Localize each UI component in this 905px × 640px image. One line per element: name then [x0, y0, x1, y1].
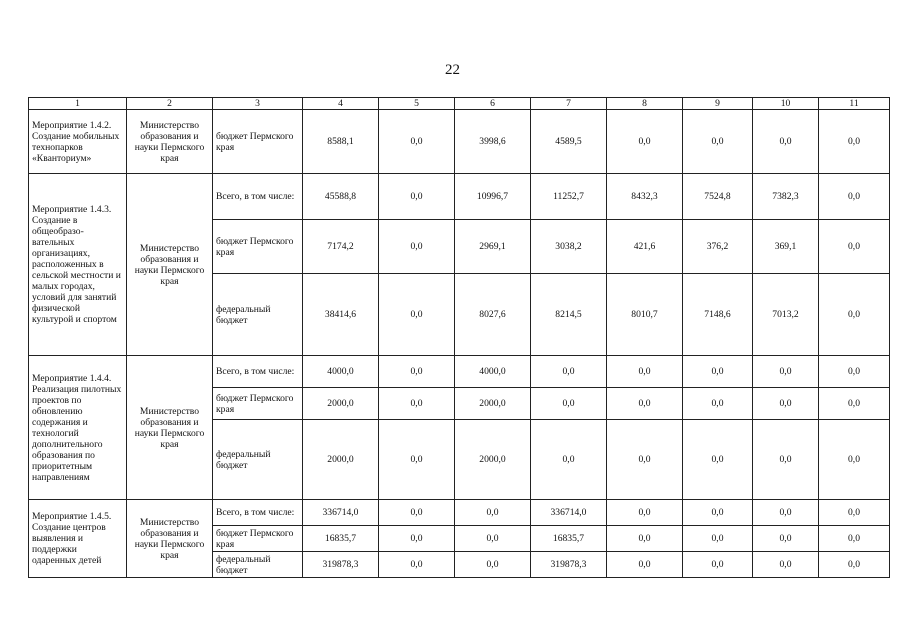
column-header: 11: [819, 98, 890, 110]
value-cell: 16835,7: [531, 526, 607, 552]
funding-source-cell: бюджет Пермского края: [213, 526, 303, 552]
value-cell: 4589,5: [531, 110, 607, 174]
value-cell: 0,0: [531, 356, 607, 388]
value-cell: 0,0: [379, 220, 455, 274]
table-row: [29, 356, 890, 388]
value-cell: 8027,6: [455, 274, 531, 356]
value-cell: 0,0: [683, 420, 753, 500]
value-cell: 0,0: [379, 420, 455, 500]
value-cell: 7013,2: [753, 274, 819, 356]
responsible-cell: Министерство образования и науки Пермского края: [127, 174, 213, 356]
value-cell: 0,0: [819, 526, 890, 552]
funding-source-cell: федеральный бюджет: [213, 552, 303, 578]
value-cell: 11252,7: [531, 174, 607, 220]
value-cell: 0,0: [819, 356, 890, 388]
column-header: 3: [213, 98, 303, 110]
value-cell: 8432,3: [607, 174, 683, 220]
funding-source-cell: Всего, в том числе:: [213, 500, 303, 526]
funding-source-cell: Всего, в том числе:: [213, 356, 303, 388]
event-name-cell: Мероприятие 1.4.5. Создание центров выявления и поддержки одаренных детей: [29, 500, 127, 578]
column-header: 2: [127, 98, 213, 110]
value-cell: 0,0: [753, 552, 819, 578]
value-cell: 45588,8: [303, 174, 379, 220]
value-cell: 376,2: [683, 220, 753, 274]
value-cell: 0,0: [683, 526, 753, 552]
event-name-cell: Мероприятие 1.4.3. Создание в общеобразо-вательных организациях, расположенных в сельской местности и малых городах, условий для занятий физической культурой и спортом: [29, 174, 127, 356]
value-cell: 0,0: [607, 420, 683, 500]
value-cell: 0,0: [607, 552, 683, 578]
responsible-cell: Министерство образования и науки Пермского края: [127, 110, 213, 174]
column-header: 8: [607, 98, 683, 110]
column-header: 4: [303, 98, 379, 110]
column-header: 6: [455, 98, 531, 110]
value-cell: 0,0: [531, 388, 607, 420]
value-cell: 421,6: [607, 220, 683, 274]
value-cell: 10996,7: [455, 174, 531, 220]
value-cell: 0,0: [819, 220, 890, 274]
value-cell: 0,0: [683, 356, 753, 388]
value-cell: 0,0: [753, 356, 819, 388]
value-cell: 336714,0: [531, 500, 607, 526]
column-header: 10: [753, 98, 819, 110]
value-cell: 2000,0: [303, 388, 379, 420]
value-cell: 3038,2: [531, 220, 607, 274]
value-cell: 336714,0: [303, 500, 379, 526]
funding-source-cell: бюджет Пермского края: [213, 388, 303, 420]
value-cell: 4000,0: [303, 356, 379, 388]
value-cell: 0,0: [819, 174, 890, 220]
table-row: [29, 110, 890, 174]
value-cell: 0,0: [379, 388, 455, 420]
value-cell: 2000,0: [455, 420, 531, 500]
column-header: 5: [379, 98, 455, 110]
value-cell: 0,0: [753, 388, 819, 420]
funding-source-cell: федеральный бюджет: [213, 274, 303, 356]
value-cell: 0,0: [379, 526, 455, 552]
value-cell: 0,0: [753, 526, 819, 552]
value-cell: 0,0: [683, 500, 753, 526]
value-cell: 0,0: [531, 420, 607, 500]
value-cell: 7524,8: [683, 174, 753, 220]
value-cell: 0,0: [379, 356, 455, 388]
value-cell: 0,0: [753, 420, 819, 500]
value-cell: 2969,1: [455, 220, 531, 274]
value-cell: 0,0: [683, 110, 753, 174]
column-header: 1: [29, 98, 127, 110]
value-cell: 8588,1: [303, 110, 379, 174]
value-cell: 2000,0: [303, 420, 379, 500]
funding-source-cell: федеральный бюджет: [213, 420, 303, 500]
budget-table: [28, 97, 890, 578]
value-cell: 0,0: [819, 388, 890, 420]
value-cell: 0,0: [819, 552, 890, 578]
column-header: 7: [531, 98, 607, 110]
value-cell: 0,0: [607, 526, 683, 552]
value-cell: 0,0: [683, 388, 753, 420]
value-cell: 0,0: [607, 500, 683, 526]
value-cell: 8214,5: [531, 274, 607, 356]
column-header: 9: [683, 98, 753, 110]
value-cell: 0,0: [455, 526, 531, 552]
event-name-cell: Мероприятие 1.4.4. Реализация пилотных проектов по обновлению содержания и технологий дополнительного образования по приоритетным направлениям: [29, 356, 127, 500]
funding-source-cell: бюджет Пермского края: [213, 110, 303, 174]
value-cell: 0,0: [819, 274, 890, 356]
value-cell: 4000,0: [455, 356, 531, 388]
value-cell: 0,0: [753, 110, 819, 174]
responsible-cell: Министерство образования и науки Пермского края: [127, 356, 213, 500]
value-cell: 0,0: [455, 500, 531, 526]
value-cell: 319878,3: [303, 552, 379, 578]
value-cell: 369,1: [753, 220, 819, 274]
value-cell: 0,0: [379, 174, 455, 220]
funding-source-cell: бюджет Пермского края: [213, 220, 303, 274]
responsible-cell: Министерство образования и науки Пермского края: [127, 500, 213, 578]
value-cell: 0,0: [683, 552, 753, 578]
table-row: [29, 174, 890, 220]
table-row: [29, 500, 890, 526]
value-cell: 16835,7: [303, 526, 379, 552]
value-cell: 0,0: [379, 552, 455, 578]
value-cell: 8010,7: [607, 274, 683, 356]
value-cell: 0,0: [819, 420, 890, 500]
value-cell: 0,0: [455, 552, 531, 578]
funding-source-cell: Всего, в том числе:: [213, 174, 303, 220]
value-cell: 2000,0: [455, 388, 531, 420]
value-cell: 0,0: [819, 110, 890, 174]
value-cell: 7382,3: [753, 174, 819, 220]
value-cell: 0,0: [753, 500, 819, 526]
event-name-cell: Мероприятие 1.4.2. Создание мобильных технопарков «Кванториум»: [29, 110, 127, 174]
value-cell: 38414,6: [303, 274, 379, 356]
value-cell: 0,0: [379, 500, 455, 526]
value-cell: 0,0: [607, 388, 683, 420]
value-cell: 319878,3: [531, 552, 607, 578]
value-cell: 0,0: [607, 110, 683, 174]
value-cell: 0,0: [379, 274, 455, 356]
value-cell: 0,0: [819, 500, 890, 526]
value-cell: 7148,6: [683, 274, 753, 356]
page-number: 22: [445, 62, 460, 78]
header-row: [29, 98, 890, 110]
value-cell: 7174,2: [303, 220, 379, 274]
value-cell: 0,0: [607, 356, 683, 388]
value-cell: 3998,6: [455, 110, 531, 174]
value-cell: 0,0: [379, 110, 455, 174]
